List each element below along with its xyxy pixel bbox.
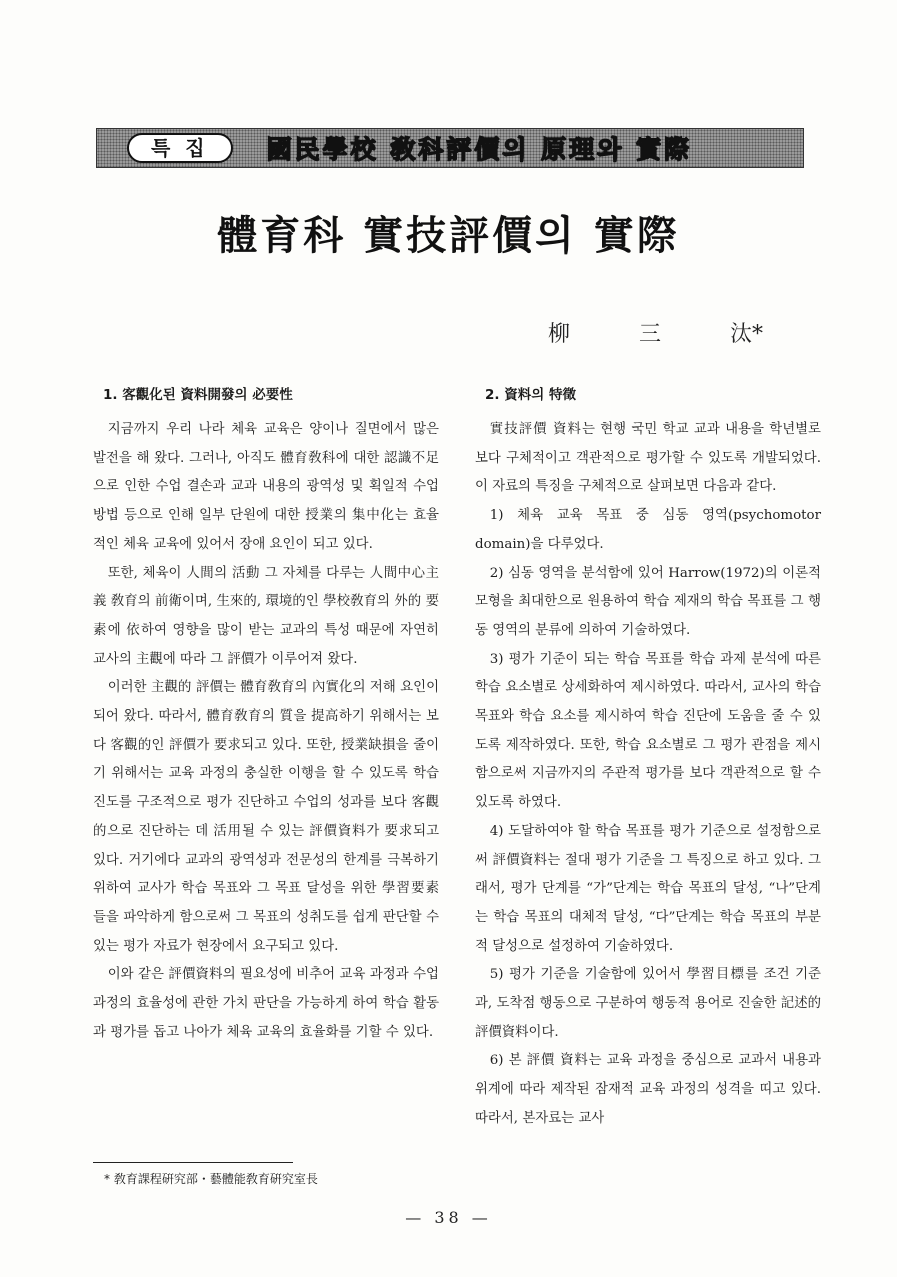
footnote-divider [93,1162,293,1163]
section-heading: 1. 客觀化된 資料開發의 必要性 [103,387,293,403]
paragraph: 지금까지 우리 나라 체육 교육은 양이나 질면에서 많은 발전을 해 왔다. 그러나, 아직도 體育敎科에 대한 認識不足으로 인한 수업 결손과 교과 내용의 광역성 및 획일적 수업 방법 등으로 인해 일부 단원에 대한 授業의 集中化는 효율적인 체육 교육에 있어서 장애 요인이 되고 있다. [93,422,439,552]
author-name [548,317,763,348]
article-title: 體育科 實技評價의 實際 [217,212,680,259]
footnote: * 敎育課程硏究部・藝體能敎育硏究室長 [104,1172,318,1186]
right-column [475,384,821,1134]
author-name-part: 三 [638,322,661,347]
paragraph: 1) 체육 교육 목표 중 심동 영역(psychomotor domain)을 다루었다. [475,508,821,552]
paragraph: 實技評價 資料는 현행 국민 학교 교과 내용을 학년별로 보다 구체적이고 객관적으로 평가할 수 있도록 개발되었다. 이 자료의 특징을 구체적으로 살펴보면 다음과 같다. [475,422,821,495]
banner-tag: 특 집 [127,133,233,163]
paragraph: 6) 본 評價 資料는 교육 과정을 중심으로 교과서 내용과 위계에 따라 제작된 잠재적 교육 과정의 성격을 띠고 있다. 따라서, 본자료는 교사 [475,1053,821,1126]
paragraph: 이와 같은 評價資料의 필요성에 비추어 교육 과정과 수업 과정의 효율성에 관한 가치 판단을 가능하게 하여 학습 활동과 평가를 돕고 나아가 체육 교육의 효율화를 기할 수 있다. [93,967,439,1040]
paragraph: 이러한 主觀的 評價는 體育敎育의 內實化의 저해 요인이 되어 왔다. 따라서, 體育敎育의 質을 提高하기 위해서는 보다 客觀的인 評價가 要求되고 있다. 또한, 授業缺損을 줄이기 위해서는 교육 과정의 충실한 이행을 할 수 있도록 학습 진도를 구조적으로 평가 진단하고 수업의 성과를 보다 客觀的으로 진단하는 데 活用될 수 있는 評價資料가 要求되고 있다. 거기에다 교과의 광역성과 전문성의 한계를 극복하기 위하여 교사가 학습 목표와 그 목표 달성을 위한 學習要素들을 파악하게 함으로써 그 목표의 성취도를 쉽게 판단할 수 있는 평가 자료가 현장에서 요구되고 있다. [93,680,439,954]
paragraph: 또한, 체육이 人間의 活動 그 자체를 다루는 人間中心主義 敎育의 前衛이며, 生來的, 環境的인 學校敎育의 外的 要素에 依하여 영향을 많이 받는 교과의 특성 때문에 자연히 교사의 主觀에 따라 그 評價가 이루어져 왔다. [93,565,439,667]
author-name-part: 汰* [729,322,763,347]
paragraph: 4) 도달하여야 할 학습 목표를 평가 기준으로 설정함으로써 評價資料는 절대 평가 기준을 그 특징으로 하고 있다. 그래서, 평가 단계를 “가”단계는 학습 목표의 달성, “나”단계는 학습 목표의 대체적 달성, “다”단계는 학습 목표의 부분적 달성으로 설정하여 기술하였다. [475,823,821,954]
banner-title: 國民學校 敎科評價의 原理와 實際 [266,135,693,164]
paragraph: 2) 심동 영역을 분석함에 있어 Harrow(1972)의 이론적 모형을 최대한으로 원용하여 학습 제재의 학습 목표를 그 행동 영역의 분류에 의하여 기술하였다. [475,565,821,638]
left-column [93,384,439,1047]
author-name-part: 柳 [548,322,571,347]
section-heading: 2. 資料의 特徵 [485,387,576,403]
special-feature-banner [96,128,804,168]
paragraph: 5) 평가 기준을 기술함에 있어서 學習目標를 조건 기준과, 도착점 행동으로 구분하여 행동적 용어로 진술한 記述的 評價資料이다. [475,967,821,1040]
page-number: — 38 — [405,1208,492,1227]
paragraph: 3) 평가 기준이 되는 학습 목표를 학습 과제 분석에 따른 학습 요소별로 상세화하여 제시하였다. 따라서, 교사의 학습 목표와 학습 요소를 제시하여 학습 진단에 도움을 줄 수 있도록 제작하였다. 또한, 학습 요소별로 그 평가 관점을 제시함으로써 지금까지의 주관적 평가를 보다 객관적으로 할 수 있도록 하였다. [475,651,821,811]
